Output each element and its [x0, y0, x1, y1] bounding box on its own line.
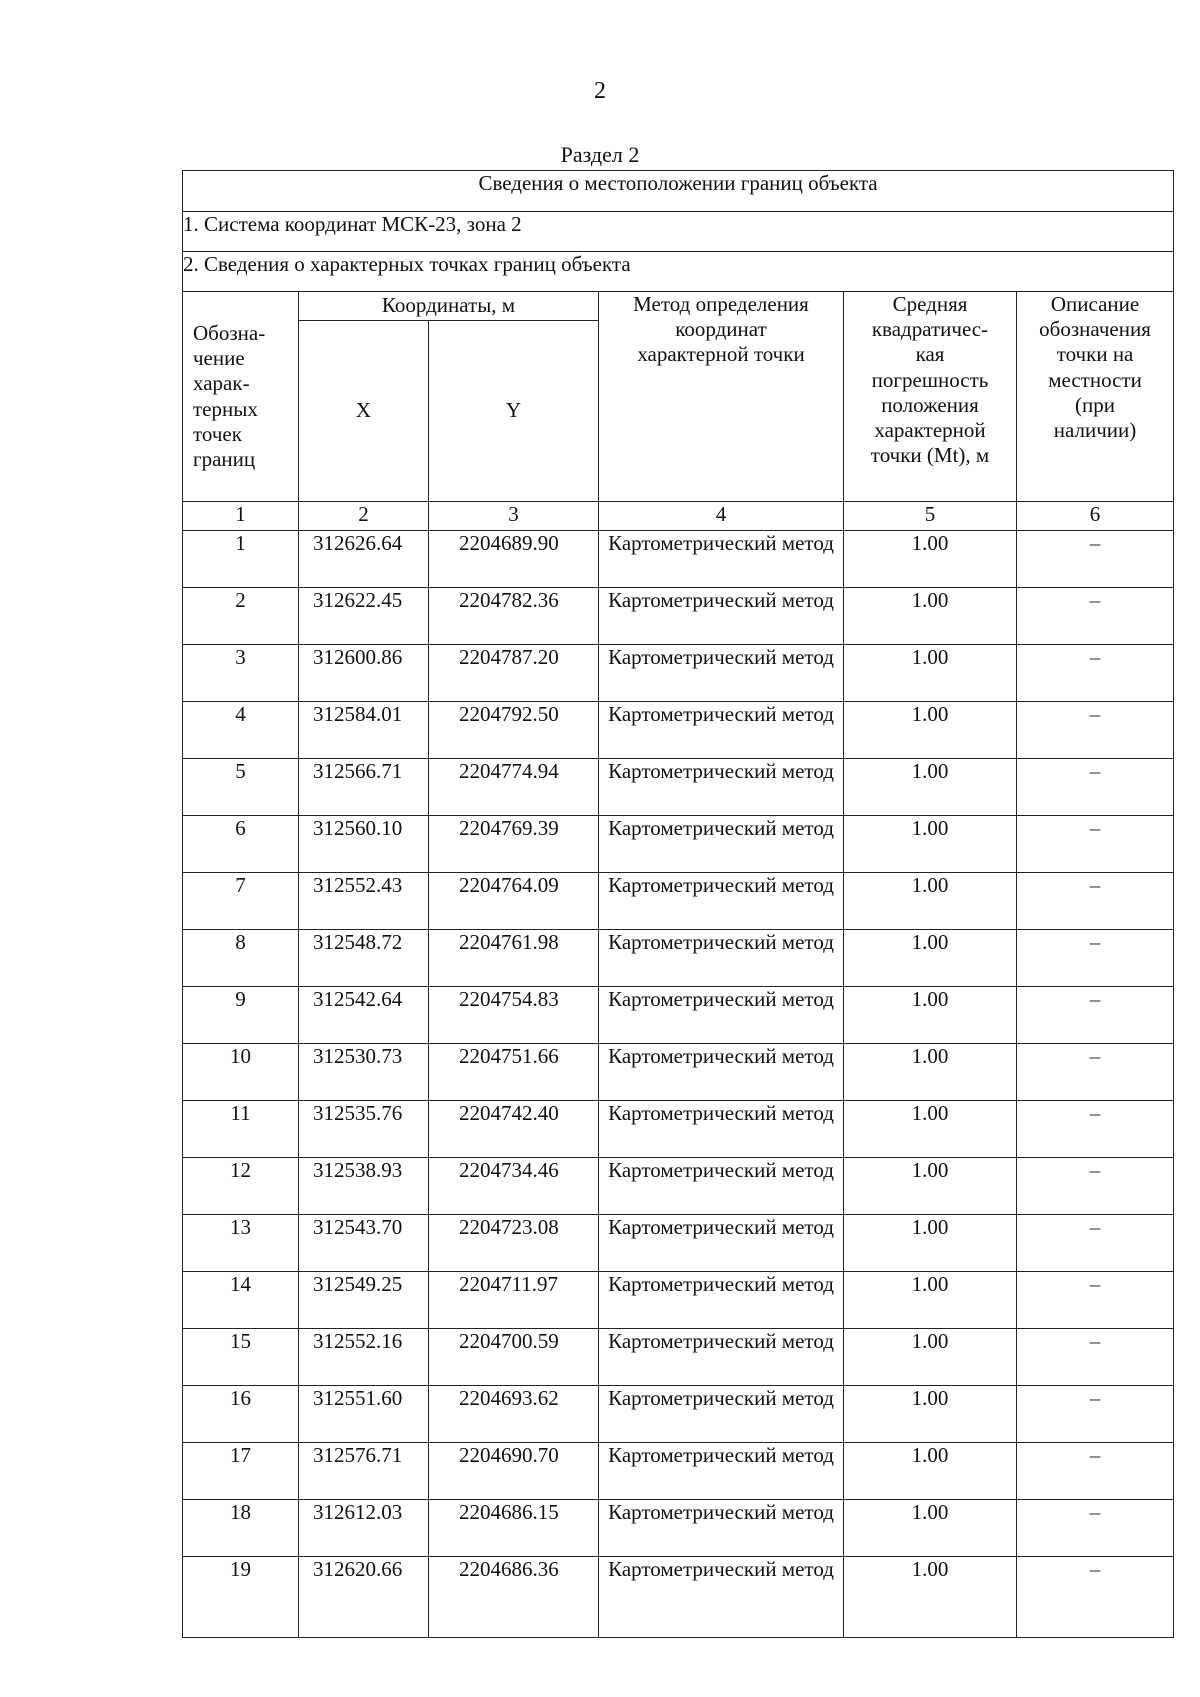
method: Картометрический метод [599, 645, 844, 702]
table-row [183, 930, 1174, 987]
coord-y: 2204751.66 [429, 1044, 599, 1101]
header-method: Метод определения координат характерной точки [599, 292, 844, 502]
header-error: Средняя квадратичес- кая погрешность положения характерной точки (Mt), м [844, 292, 1017, 502]
column-number: 4 [599, 502, 844, 531]
table-row [183, 816, 1174, 873]
header-description: Описание обозначения точки на местности (при наличии) [1017, 292, 1174, 502]
error-value: 1.00 [844, 1329, 1017, 1386]
point-number: 5 [183, 759, 299, 816]
table-row [183, 873, 1174, 930]
coord-y: 2204693.62 [429, 1386, 599, 1443]
coord-x: 312626.64 [299, 531, 429, 588]
coord-y: 2204686.36 [429, 1557, 599, 1638]
error-value: 1.00 [844, 702, 1017, 759]
table-row [183, 588, 1174, 645]
coord-system-row [183, 212, 1174, 252]
coord-y: 2204774.94 [429, 759, 599, 816]
description: – [1017, 702, 1174, 759]
point-number: 4 [183, 702, 299, 759]
error-value: 1.00 [844, 1101, 1017, 1158]
table-row [183, 702, 1174, 759]
column-number-row [183, 502, 1174, 531]
method: Картометрический метод [599, 873, 844, 930]
description: – [1017, 759, 1174, 816]
point-number: 14 [183, 1272, 299, 1329]
header-y: Y [429, 321, 599, 502]
method: Картометрический метод [599, 759, 844, 816]
column-number: 3 [429, 502, 599, 531]
point-number: 12 [183, 1158, 299, 1215]
method: Картометрический метод [599, 1557, 844, 1638]
description: – [1017, 873, 1174, 930]
method: Картометрический метод [599, 702, 844, 759]
error-value: 1.00 [844, 1500, 1017, 1557]
coord-x: 312535.76 [299, 1101, 429, 1158]
coord-x: 312576.71 [299, 1443, 429, 1500]
coord-y: 2204711.97 [429, 1272, 599, 1329]
method: Картометрический метод [599, 588, 844, 645]
coord-y: 2204782.36 [429, 588, 599, 645]
method: Картометрический метод [599, 1215, 844, 1272]
error-value: 1.00 [844, 1158, 1017, 1215]
error-value: 1.00 [844, 1272, 1017, 1329]
coord-x: 312543.70 [299, 1215, 429, 1272]
table-row [183, 1386, 1174, 1443]
method: Картометрический метод [599, 1158, 844, 1215]
error-value: 1.00 [844, 930, 1017, 987]
table-row [183, 645, 1174, 702]
coord-y: 2204792.50 [429, 702, 599, 759]
column-number: 6 [1017, 502, 1174, 531]
column-number: 2 [299, 502, 429, 531]
coord-y: 2204754.83 [429, 987, 599, 1044]
coord-y: 2204764.09 [429, 873, 599, 930]
error-value: 1.00 [844, 1443, 1017, 1500]
table-row [183, 1044, 1174, 1101]
method: Картометрический метод [599, 1500, 844, 1557]
coord-y: 2204769.39 [429, 816, 599, 873]
error-value: 1.00 [844, 816, 1017, 873]
table-row [183, 987, 1174, 1044]
table-row [183, 1158, 1174, 1215]
method: Картометрический метод [599, 1386, 844, 1443]
section-title: Раздел 2 [560, 142, 640, 167]
description: – [1017, 1272, 1174, 1329]
coord-x: 312584.01 [299, 702, 429, 759]
description: – [1017, 1329, 1174, 1386]
point-number: 9 [183, 987, 299, 1044]
point-number: 2 [183, 588, 299, 645]
points-info-row [183, 252, 1174, 292]
coord-y: 2204686.15 [429, 1500, 599, 1557]
coord-x: 312620.66 [299, 1557, 429, 1638]
method: Картометрический метод [599, 816, 844, 873]
description: – [1017, 1500, 1174, 1557]
table-row [183, 1272, 1174, 1329]
coord-y: 2204700.59 [429, 1329, 599, 1386]
coord-y: 2204734.46 [429, 1158, 599, 1215]
description: – [1017, 1386, 1174, 1443]
description: – [1017, 1158, 1174, 1215]
description: – [1017, 645, 1174, 702]
coord-x: 312549.25 [299, 1272, 429, 1329]
coord-system-text: 1. Система координат МСК-23, зона 2 [183, 212, 1174, 252]
coord-x: 312552.43 [299, 873, 429, 930]
point-number: 16 [183, 1386, 299, 1443]
table-row [183, 531, 1174, 588]
coord-x: 312548.72 [299, 930, 429, 987]
method: Картометрический метод [599, 1272, 844, 1329]
point-number: 3 [183, 645, 299, 702]
method: Картометрический метод [599, 930, 844, 987]
error-value: 1.00 [844, 645, 1017, 702]
method: Картометрический метод [599, 1044, 844, 1101]
column-number: 1 [183, 502, 299, 531]
description: – [1017, 987, 1174, 1044]
point-number: 11 [183, 1101, 299, 1158]
coord-x: 312612.03 [299, 1500, 429, 1557]
coord-x: 312566.71 [299, 759, 429, 816]
coord-y: 2204761.98 [429, 930, 599, 987]
point-number: 19 [183, 1557, 299, 1638]
header-designation: Обозна- чение харак- терных точек границ [183, 292, 299, 502]
header-coords: Координаты, м [299, 292, 599, 321]
coord-x: 312552.16 [299, 1329, 429, 1386]
table-row [183, 1101, 1174, 1158]
table-row [183, 759, 1174, 816]
point-number: 18 [183, 1500, 299, 1557]
coord-x: 312560.10 [299, 816, 429, 873]
error-value: 1.00 [844, 987, 1017, 1044]
description: – [1017, 816, 1174, 873]
error-value: 1.00 [844, 588, 1017, 645]
error-value: 1.00 [844, 873, 1017, 930]
coord-x: 312542.64 [299, 987, 429, 1044]
method: Картометрический метод [599, 1101, 844, 1158]
point-number: 1 [183, 531, 299, 588]
error-value: 1.00 [844, 1386, 1017, 1443]
error-value: 1.00 [844, 1557, 1017, 1638]
page-number: 2 [594, 78, 606, 104]
coord-x: 312530.73 [299, 1044, 429, 1101]
coord-y: 2204689.90 [429, 531, 599, 588]
description: – [1017, 930, 1174, 987]
description: – [1017, 1443, 1174, 1500]
coord-x: 312622.45 [299, 588, 429, 645]
description: – [1017, 1557, 1174, 1638]
coord-x: 312600.86 [299, 645, 429, 702]
table-row [183, 1500, 1174, 1557]
error-value: 1.00 [844, 1215, 1017, 1272]
column-number: 5 [844, 502, 1017, 531]
point-number: 8 [183, 930, 299, 987]
coord-y: 2204787.20 [429, 645, 599, 702]
method: Картометрический метод [599, 987, 844, 1044]
table-title: Сведения о местоположении границ объекта [183, 171, 1174, 212]
description: – [1017, 531, 1174, 588]
error-value: 1.00 [844, 1044, 1017, 1101]
points-info-text: 2. Сведения о характерных точках границ объекта [183, 252, 1174, 292]
point-number: 6 [183, 816, 299, 873]
method: Картометрический метод [599, 1443, 844, 1500]
error-value: 1.00 [844, 531, 1017, 588]
coord-x: 312551.60 [299, 1386, 429, 1443]
boundary-points-table [182, 170, 1174, 1638]
method: Картометрический метод [599, 1329, 844, 1386]
description: – [1017, 588, 1174, 645]
description: – [1017, 1101, 1174, 1158]
coord-y: 2204723.08 [429, 1215, 599, 1272]
table-row [183, 1557, 1174, 1638]
coord-y: 2204742.40 [429, 1101, 599, 1158]
method: Картометрический метод [599, 531, 844, 588]
point-number: 15 [183, 1329, 299, 1386]
table-row [183, 1215, 1174, 1272]
coord-y: 2204690.70 [429, 1443, 599, 1500]
error-value: 1.00 [844, 759, 1017, 816]
point-number: 7 [183, 873, 299, 930]
table-title-row [183, 171, 1174, 212]
header-x: X [299, 321, 429, 502]
description: – [1017, 1215, 1174, 1272]
point-number: 13 [183, 1215, 299, 1272]
table-row [183, 1443, 1174, 1500]
point-number: 17 [183, 1443, 299, 1500]
header-row-1 [183, 292, 1174, 321]
table-row [183, 1329, 1174, 1386]
description: – [1017, 1044, 1174, 1101]
coord-x: 312538.93 [299, 1158, 429, 1215]
point-number: 10 [183, 1044, 299, 1101]
